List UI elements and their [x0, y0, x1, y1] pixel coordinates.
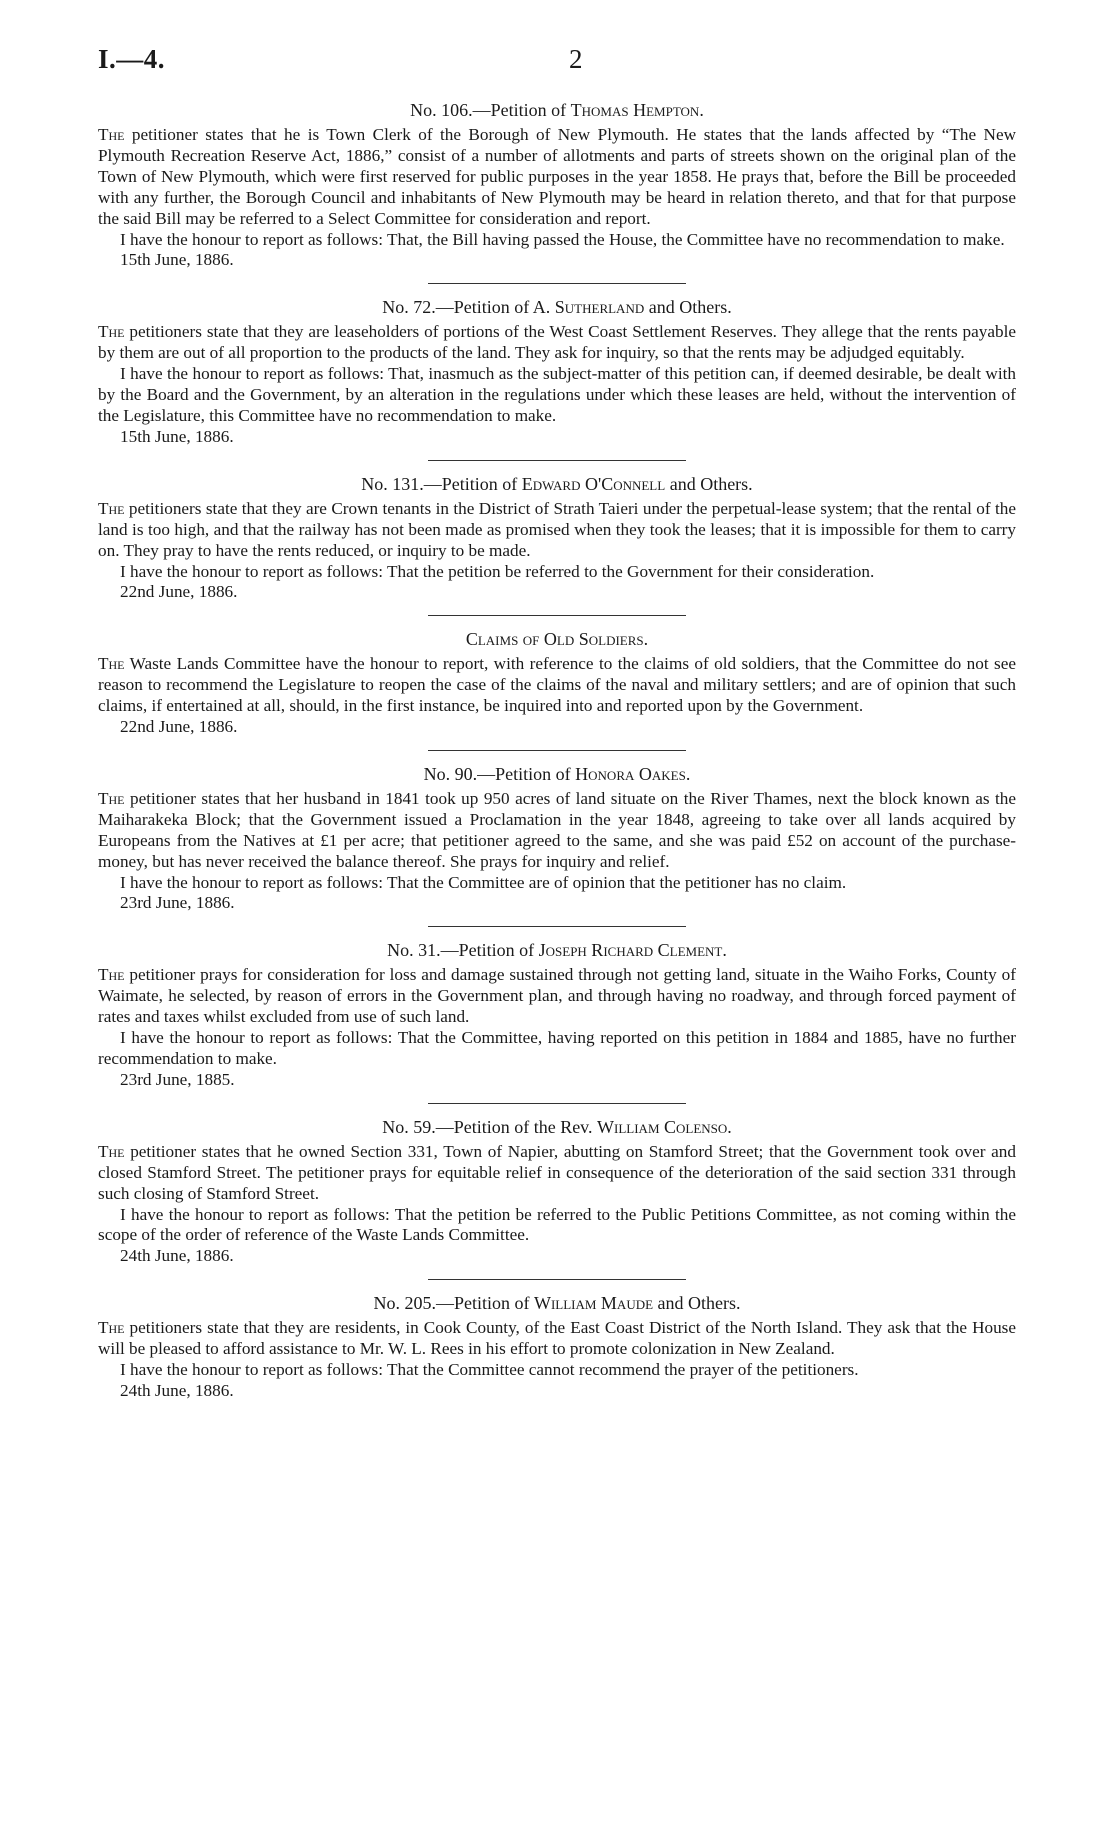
petitions-body [98, 99, 1016, 1402]
section-divider [428, 926, 686, 927]
series-label: I.—4. [98, 44, 166, 74]
petition-section [98, 939, 1016, 1090]
committee-report: I have the honour to report as follows: That the petition be referred to the Government for their consideration. [120, 561, 875, 581]
section-title: Claims of Old Soldiers. [465, 629, 649, 650]
section-title: No. 205.—Petition of William Maude and Others. [373, 1293, 741, 1314]
section-title: No. 72.—Petition of A. Sutherland and Others. [382, 297, 732, 318]
report-date: 24th June, 1886. [120, 1380, 234, 1400]
section-title: No. 31.—Petition of Joseph Richard Clement. [387, 940, 727, 961]
petition-section [98, 763, 1016, 914]
petitioner-name: William Maude [533, 1293, 654, 1314]
section-divider [428, 1279, 686, 1280]
petitioner-name: Sutherland [554, 297, 645, 318]
section-title: No. 106.—Petition of Thomas Hempton. [410, 100, 704, 120]
petition-text: The petitioner states that her husband in 1841 took up 950 acres of land situate on the River Thames, next the block known as the Maiharakeka Block; that the Government issued a Proclamation in the year 1848, agreeing to take over all lands acquired by Europeans from the Natives at £1 per acre; that petitioner agreed to the same, and she was paid £52 on account of the purchase-money, but has never received the balance thereof. She prays for inquiry and relief. [98, 788, 1016, 871]
report-date: 22nd June, 1886. [120, 582, 238, 602]
petition-text: The petitioner states that he is Town Clerk of the Borough of New Plymouth. He states that the lands affected by “The New Plymouth Recreation Reserve Act, 1886,” consist of a number of allotments and parts of streets shown on the original plan of the Town of New Plymouth, which were first reserved for public purposes in the year 1858. He prays that, before the Bill be proceeded with any further, the Borough Council and inhabitants of New Plymouth may be heard in relation thereto, and that for that purpose the said Bill may be referred to a Select Committee for consideration and report. [98, 125, 1016, 228]
claims-section [98, 628, 1016, 738]
section-divider [428, 750, 686, 751]
petition-section [98, 1116, 1016, 1267]
section-title: No. 131.—Petition of Edward O'Connell and Others. [361, 473, 753, 494]
section-divider [428, 460, 686, 461]
section-divider [428, 283, 686, 284]
committee-report: I have the honour to report as follows: That, the Bill having passed the House, the Committee have no recommendation to make. [120, 229, 1005, 249]
report-text: The Waste Lands Committee have the honour to report, with reference to the claims of old soldiers, that the Committee do not see reason to recommend the Legislature to reopen the case of the claims of the naval and military settlers; and are of opinion that such claims, if entertained at all, should, in the first instance, be inquired into and reported upon by the Government. [98, 654, 1016, 716]
report-date: 15th June, 1886. [120, 250, 234, 270]
report-date: 15th June, 1886. [120, 426, 234, 446]
page-number: 2 [569, 44, 583, 74]
petition-section [98, 473, 1016, 604]
petition-section [98, 99, 1016, 271]
committee-report: I have the honour to report as follows: That the petition be referred to the Public Petitions Committee, as not coming within the scope of the order of reference of the Waste Lands Committee. [98, 1204, 1016, 1245]
petition-text: The petitioner states that he owned Section 331, Town of Napier, abutting on Stamford Street; that the Government took over and closed Stamford Street. The petitioner prays for equitable relief in consequence of the deterioration of the said section 331 through such closing of Stamford Street. [98, 1141, 1016, 1203]
petition-text: The petitioners state that they are Crown tenants in the District of Strath Taieri under the perpetual-lease system; that the rental of the land is too high, and that the railway has not been made as promised when they took the leases; that it is impossible for them to carry on. They pray to have the rents reduced, or inquiry to be made. [98, 498, 1016, 560]
committee-report: I have the honour to report as follows: That the Committee, having reported on this petition in 1884 and 1885, have no further recommendation to make. [98, 1028, 1016, 1068]
report-date: 24th June, 1886. [120, 1246, 234, 1266]
report-date: 22nd June, 1886. [120, 717, 238, 737]
petition-section [98, 1292, 1016, 1402]
petition-section [98, 296, 1016, 447]
section-title: No. 59.—Petition of the Rev. William Colenso. [382, 1116, 732, 1137]
committee-report: I have the honour to report as follows: That the Committee are of opinion that the petitioner has no claim. [120, 872, 847, 892]
report-date: 23rd June, 1885. [120, 1069, 235, 1089]
petitioner-name: Thomas Hempton [570, 100, 700, 120]
petition-text: The petitioners state that they are residents, in Cook County, of the East Coast District of the North Island. They ask that the House will be pleased to afford assistance to Mr. W. L. Rees in his effort to promote colonization in New Zealand. [98, 1318, 1016, 1359]
committee-report: I have the honour to report as follows: That the Committee cannot recommend the prayer of the petitioners. [120, 1360, 859, 1380]
section-divider [428, 615, 686, 616]
petition-text: The petitioners state that they are leaseholders of portions of the West Coast Settlement Reserves. They allege that the rents payable by them are out of all proportion to the products of the land. They ask for inquiry, so that the rents may be adjudged equitably. [98, 322, 1016, 363]
section-title: No. 90.—Petition of Honora Oakes. [423, 763, 691, 784]
petitioner-name: Edward O'Connell [521, 473, 666, 494]
section-divider [428, 1103, 686, 1104]
section-heading: Claims of Old Soldiers [465, 629, 644, 650]
petitioner-name: Joseph Richard Clement [538, 940, 723, 961]
petition-text: The petitioner prays for consideration for loss and damage sustained through not getting land, situate in the Waiho Forks, County of Waimate, he selected, by reason of errors in the Government plan, and through having no roadway, and through forced payment of rates and taxes whilst excluded from use of such land. [98, 965, 1016, 1027]
report-date: 23rd June, 1886. [120, 893, 235, 913]
committee-report: I have the honour to report as follows: That, inasmuch as the subject-matter of this petition can, if deemed desirable, be dealt with by the Board and the Government, by an alteration in the regulations under which these leases are held, without the intervention of the Legislature, this Committee have no recommendation to make. [98, 364, 1016, 425]
petitioner-name: William Colenso [597, 1116, 728, 1137]
petitioner-name: Honora Oakes [575, 763, 686, 784]
